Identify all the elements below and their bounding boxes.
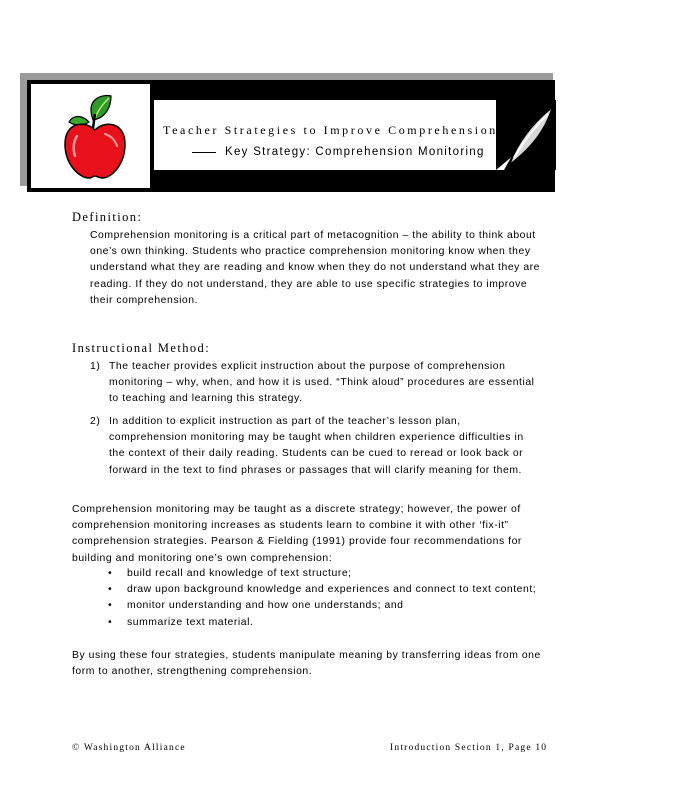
subtitle-rule (192, 152, 216, 153)
page-title: Teacher Strategies to Improve Comprehension (163, 123, 498, 137)
page-curl-icon (496, 100, 556, 170)
list-item (108, 598, 538, 614)
method-item-1 (90, 359, 542, 409)
list-item-text: summarize text material. (127, 616, 254, 628)
bullet-icon: • (108, 584, 113, 596)
closing-paragraph (72, 648, 547, 680)
item-number: 1) (90, 361, 101, 372)
apple-icon (55, 92, 135, 182)
closing-text: By using these four strategies, students manipulate meaning by transferring ideas from one form to another, strengthening comprehension. (72, 650, 541, 678)
footer-copyright: © Washington Alliance (72, 743, 186, 753)
summary-text: Comprehension monitoring may be taught as a discrete strategy; however, the power of comprehension monitoring increases as students learn to combine it with other ‘fix-it” comprehension strategies. Pearson & Fielding (1991) provide four recommendations for building and monitoring one’s own comprehension: (72, 504, 522, 564)
footer-page-number: Introduction Section 1, Page 10 (390, 743, 548, 753)
bullet-icon: • (108, 568, 113, 579)
bullet-icon: • (108, 616, 113, 628)
item-text: The teacher provides explicit instruction about the purpose of comprehension monitoring – why, when, and how it is used. “Think aloud” procedures are essential to teaching and learning this strategy. (109, 361, 535, 405)
list-item (108, 615, 538, 631)
item-number: 2) (90, 416, 101, 427)
definition-paragraph (90, 228, 542, 309)
list-item-text: monitor understanding and how one understands; and (127, 600, 404, 612)
method-item-2 (90, 414, 542, 496)
definition-heading: Definition: (72, 210, 143, 224)
summary-paragraph (72, 502, 547, 567)
page-subtitle: Key Strategy: Comprehension Monitoring (225, 146, 485, 158)
list-item (108, 582, 538, 598)
bullet-icon: • (108, 600, 113, 612)
recommendation-list (108, 566, 538, 631)
method-heading: Instructional Method: (72, 341, 211, 355)
list-item (108, 566, 538, 582)
definition-text: Comprehension monitoring is a critical part of metacognition – the ability to think about one’s own thinking. Students who practice comprehension monitoring know when they understand what they are reading and know when they do not understand what they are reading. If they do not understand, they are able to use specific strategies to improve their comprehension. (90, 230, 541, 306)
item-text: In addition to explicit instruction as part of the teacher’s lesson plan, comprehension monitoring may be taught when children experience difficulties in the context of their daily reading. Students can be cued to reread or look back or forward in the text to find phrases or passages that will clarify meaning for them. (109, 416, 524, 476)
list-item-text: build recall and knowledge of text structure; (127, 568, 352, 579)
list-item-text: draw upon background knowledge and experiences and connect to text content; (127, 584, 537, 596)
